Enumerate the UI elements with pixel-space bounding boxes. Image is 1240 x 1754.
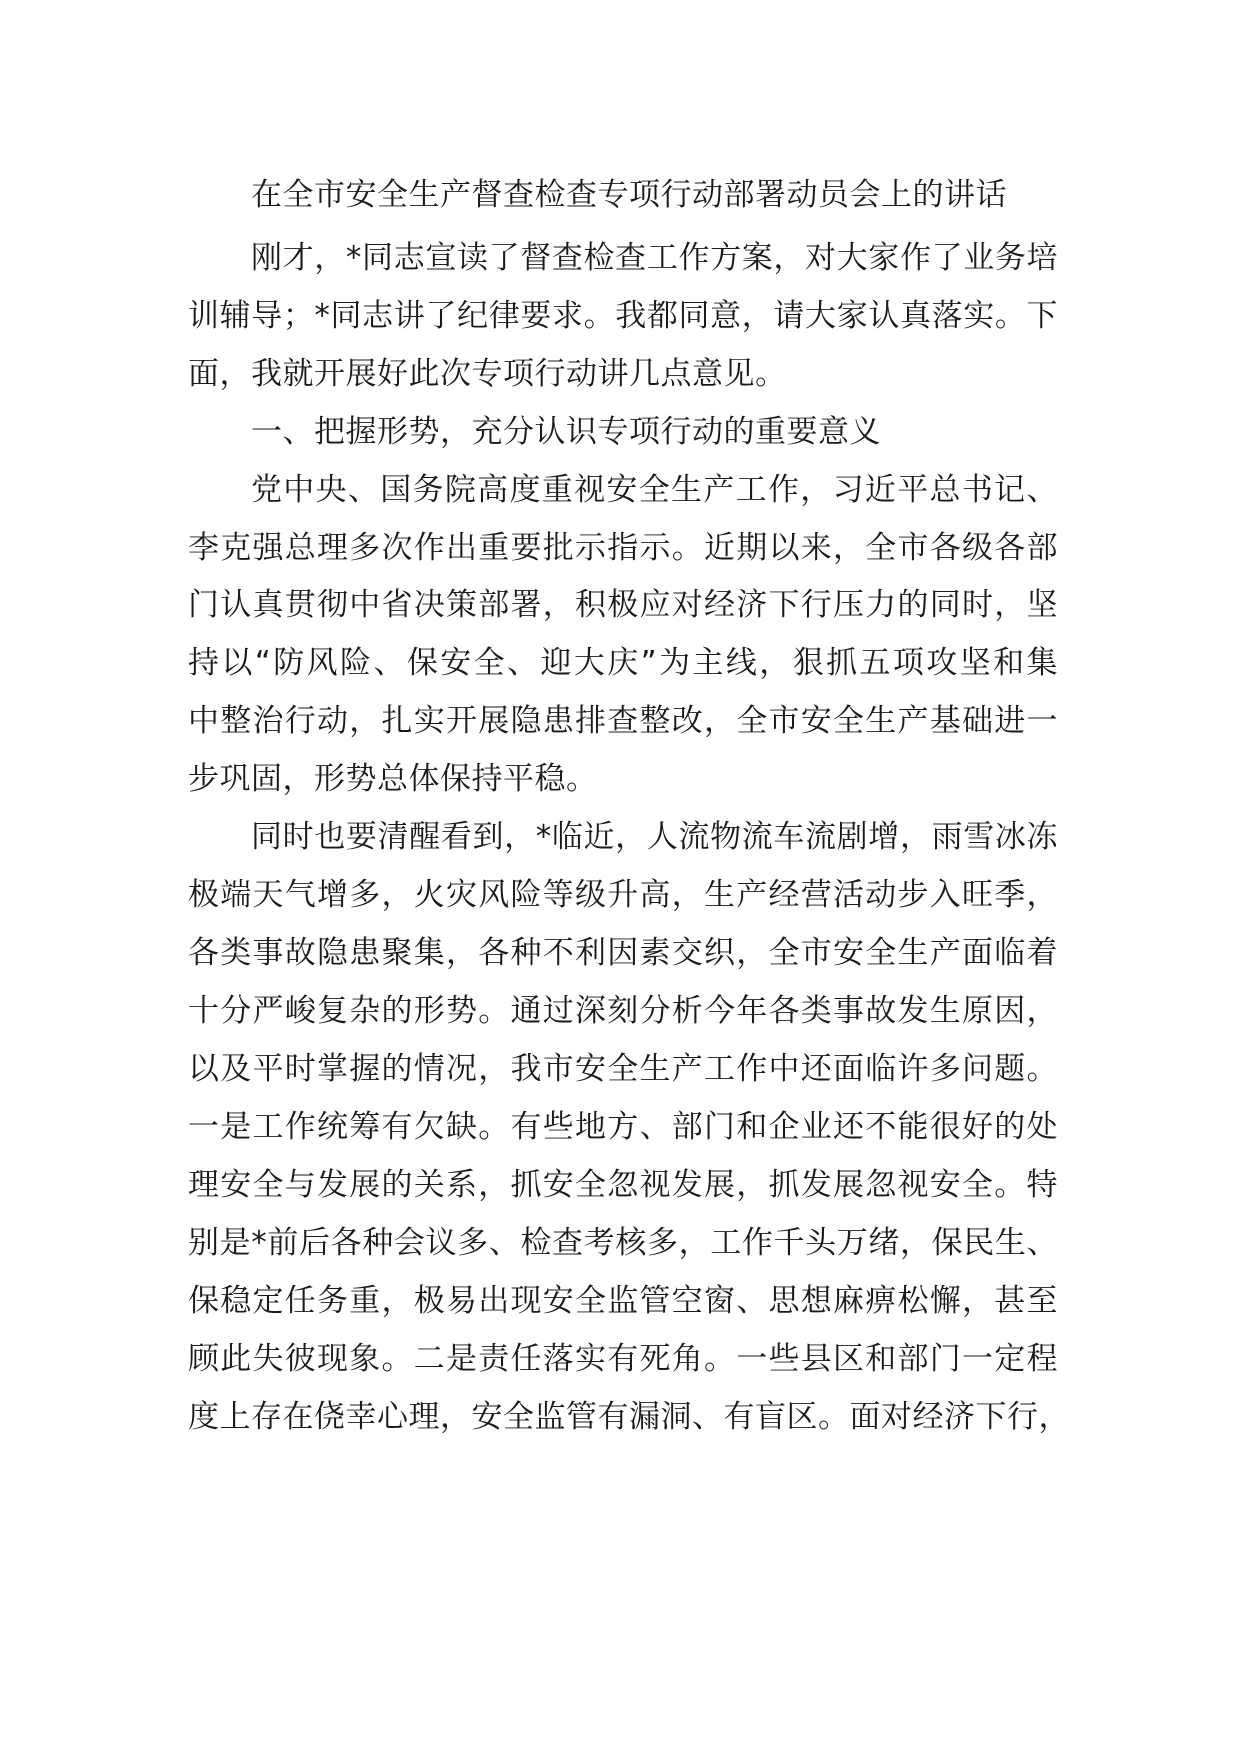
paragraph-line: 训辅导；*同志讲了纪律要求。我都同意，请大家认真落实。下: [188, 298, 1058, 334]
paragraph-line: 持以“防风险、保安全、迎大庆”为主线，狠抓五项攻坚和集: [188, 645, 1058, 681]
paragraph-line: 十分严峻复杂的形势。通过深刻分析今年各类事故发生原因，: [188, 993, 1058, 1029]
paragraph-line: 同时也要清醒看到，*临近，人流物流车流剧增，雨雪冰冻: [251, 819, 1058, 855]
paragraph-line: 中整治行动，扎实开展隐患排查整改，全市安全生产基础进一: [188, 703, 1058, 739]
paragraph-line: 度上存在侥幸心理，安全监管有漏洞、有盲区。面对经济下行，: [188, 1399, 1070, 1435]
paragraph-line: 保稳定任务重，极易出现安全监管空窗、思想麻痹松懈，甚至: [188, 1283, 1058, 1319]
paragraph-line: 各类事故隐患聚集，各种不利因素交织，全市安全生产面临着: [188, 935, 1058, 971]
paragraph-line: 别是*前后各种会议多、检查考核多，工作千头万绪，保民生、: [188, 1225, 1058, 1261]
paragraph-line: 理安全与发展的关系，抓安全忽视发展，抓发展忽视安全。特: [188, 1167, 1058, 1203]
paragraph-line: 党中央、国务院高度重视安全生产工作，习近平总书记、: [251, 472, 1058, 508]
paragraph-line: 面，我就开展好此次专项行动讲几点意见。: [188, 356, 787, 392]
paragraph-line: 顾此失彼现象。二是责任落实有死角。一些县区和部门一定程: [188, 1341, 1058, 1377]
paragraph-line: 刚才，*同志宣读了督查检查工作方案，对大家作了业务培: [251, 240, 1058, 276]
paragraph-line: 步巩固，形势总体保持平稳。: [188, 761, 598, 797]
paragraph-line: 一是工作统筹有欠缺。有些地方、部门和企业还不能很好的处: [188, 1109, 1058, 1145]
document-title: 在全市安全生产督查检查专项行动部署动员会上的讲话: [251, 177, 1007, 213]
paragraph-line: 李克强总理多次作出重要批示指示。近期以来，全市各级各部: [188, 530, 1058, 566]
paragraph-line: 极端天气增多，火灾风险等级升高，生产经营活动步入旺季，: [188, 877, 1058, 913]
paragraph-line: 门认真贯彻中省决策部署，积极应对经济下行压力的同时，坚: [188, 587, 1058, 623]
section-heading: 一、把握形势，充分认识专项行动的重要意义: [251, 414, 881, 450]
paragraph-line: 以及平时掌握的情况，我市安全生产工作中还面临许多问题。: [188, 1051, 1058, 1087]
